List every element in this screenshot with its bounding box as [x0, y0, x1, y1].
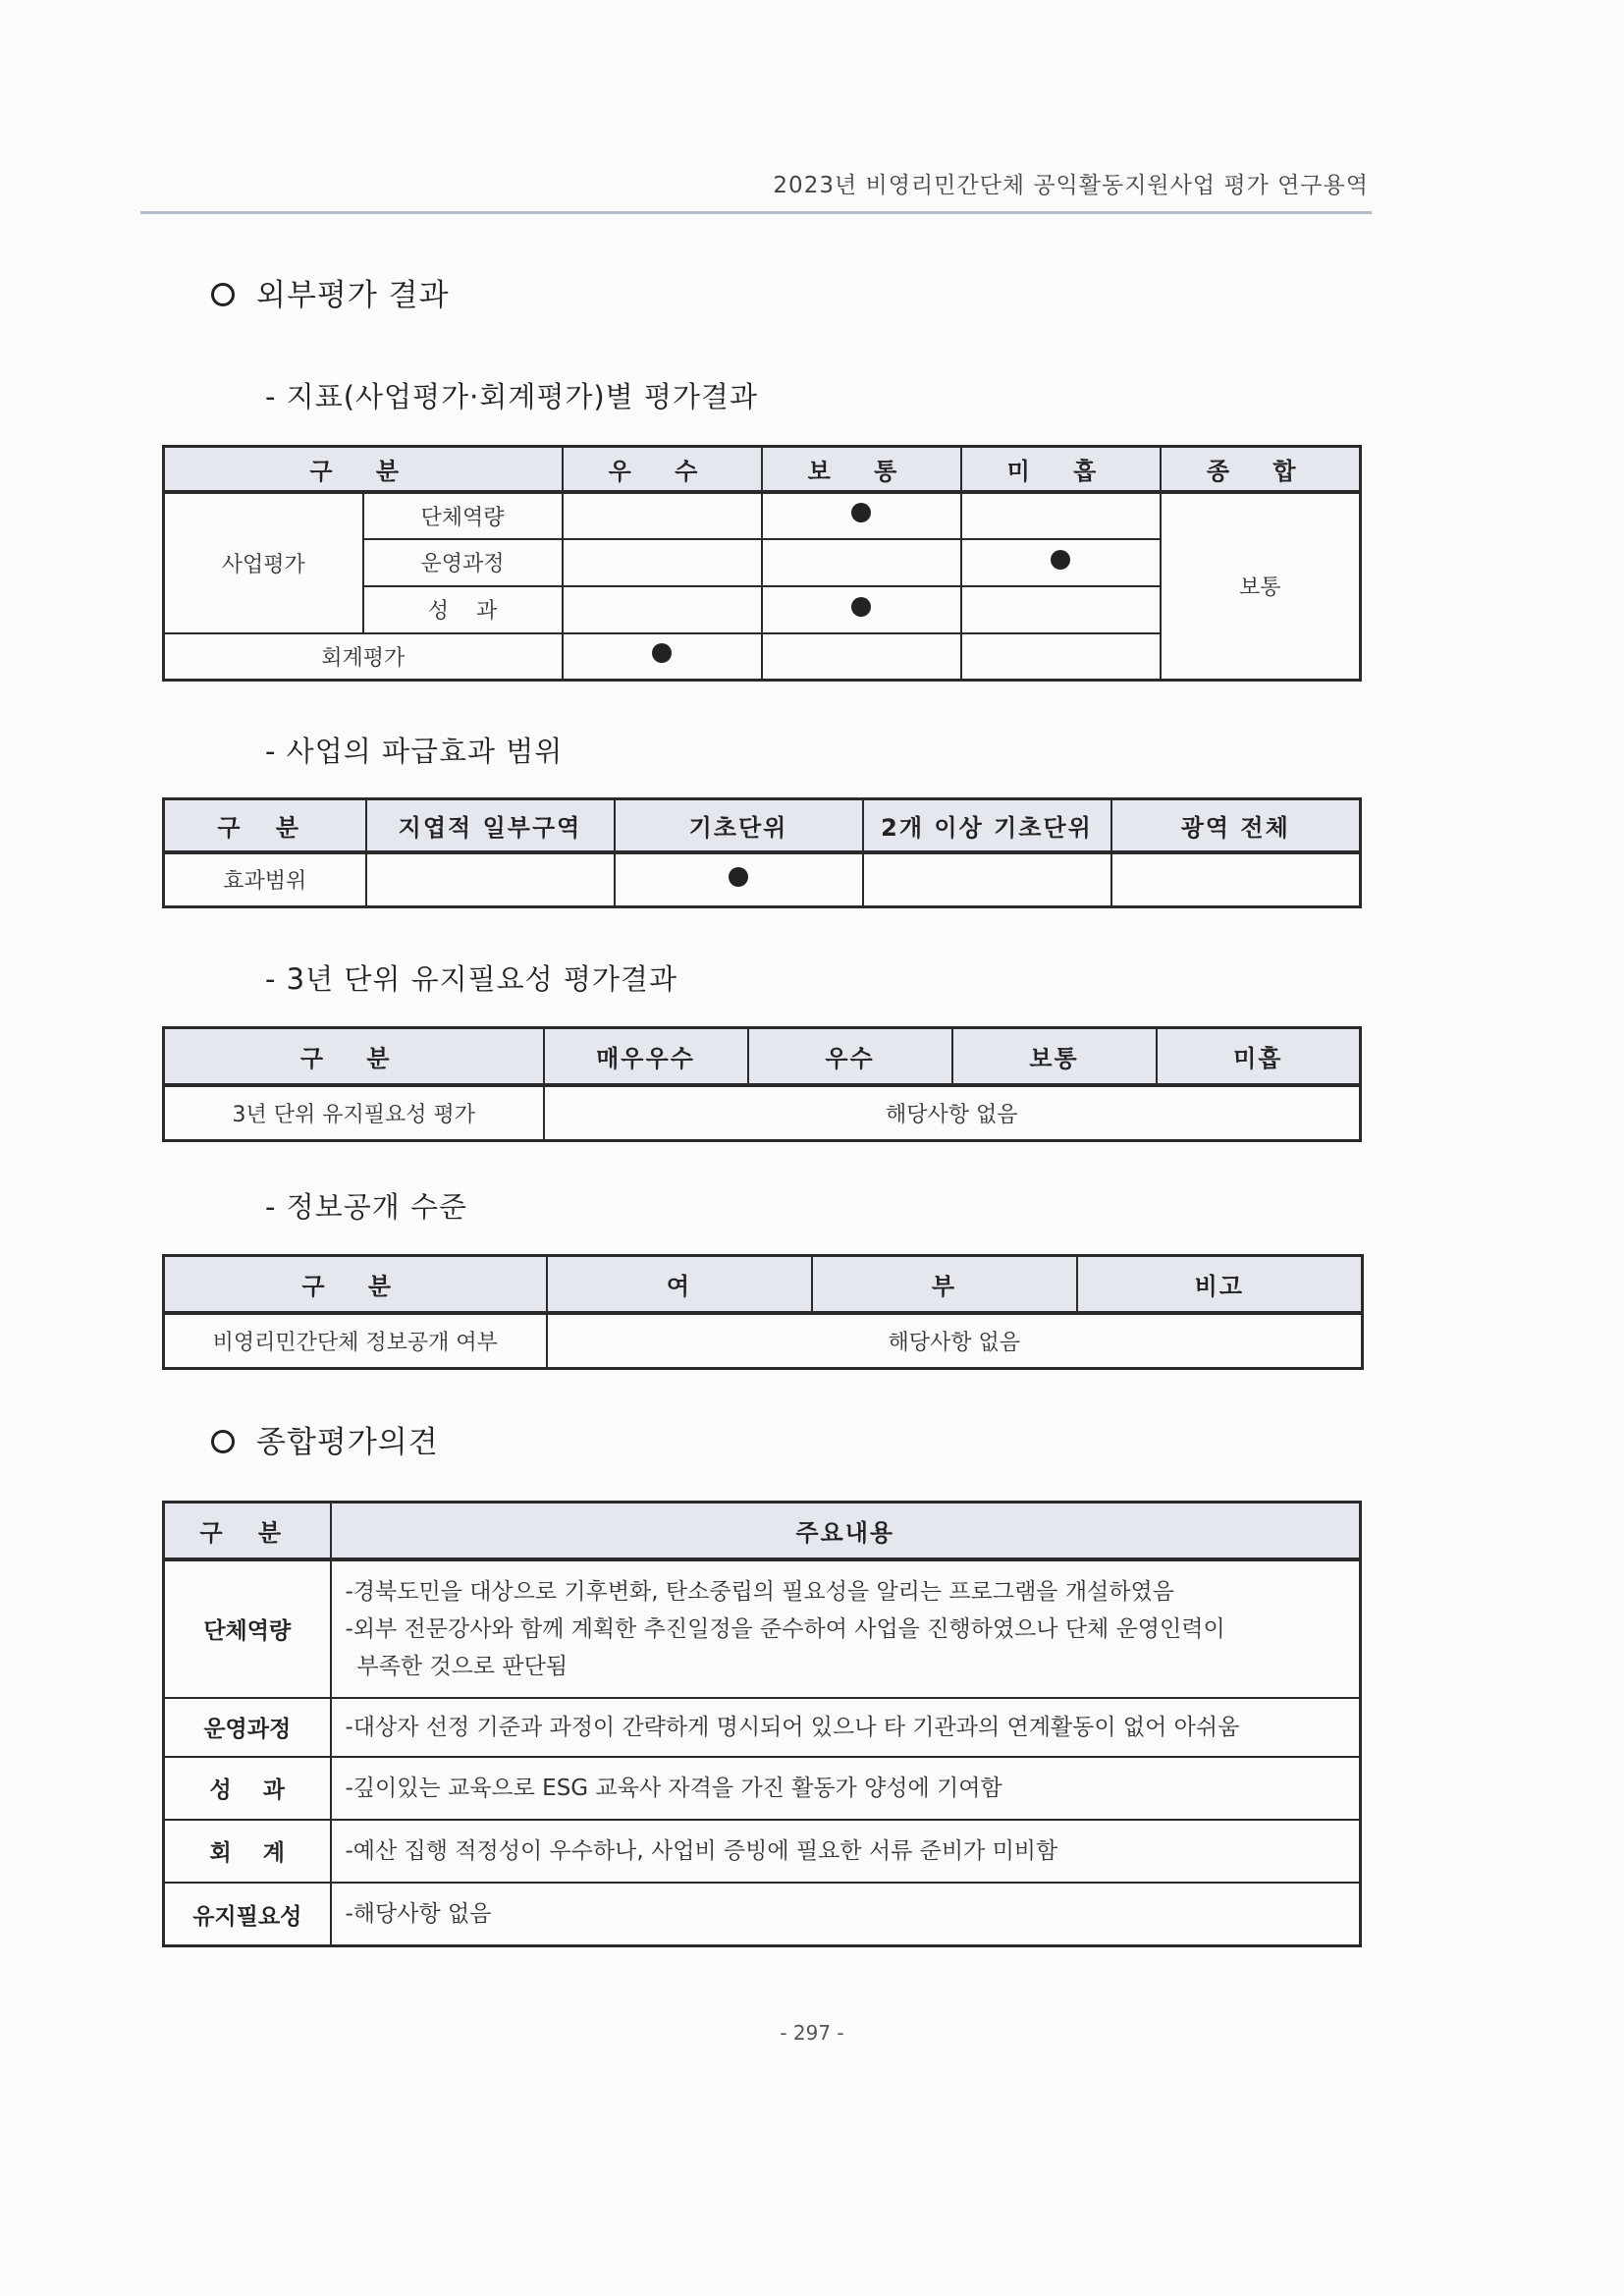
row-label: 성 과 [363, 586, 563, 633]
row-label: 운영과정 [164, 1698, 331, 1757]
row-content [331, 1698, 1361, 1757]
subheading-indicator: - 지표(사업평가·회계평가)별 평가결과 [265, 380, 758, 413]
table-row [164, 1820, 1361, 1883]
table-row [164, 492, 1361, 539]
table-row [164, 1313, 1363, 1369]
cell-excellent [563, 586, 762, 633]
header-remarks: 비고 [1077, 1256, 1363, 1314]
subheading-disclosure: - 정보공개 수준 [265, 1190, 467, 1224]
content-line: -경북도민을 대상으로 기후변화, 탄소중립의 필요성을 알리는 프로그램을 개설하였음 [345, 1578, 1174, 1605]
row-label: 운영과정 [363, 539, 563, 586]
header-excellent: 우 수 [563, 447, 762, 492]
selected-dot-icon [851, 503, 871, 522]
disclosure-table [162, 1254, 1364, 1370]
header-rule [140, 211, 1372, 214]
header-poor: 미 흡 [961, 447, 1161, 492]
circle-bullet-icon [211, 283, 235, 306]
content-line: -예산 집행 적정성이 우수하나, 사업비 증빙에 필요한 서류 준비가 미비함 [345, 1837, 1058, 1864]
cell-excellent [563, 492, 762, 539]
cell-normal [762, 586, 961, 633]
row-value: 해당사항 없음 [544, 1085, 1361, 1141]
row-content [331, 1820, 1361, 1883]
header-category: 구 분 [164, 799, 366, 852]
cell-poor [961, 633, 1161, 681]
row-content [331, 1757, 1361, 1819]
table-row [164, 1883, 1361, 1945]
header-category: 구 분 [164, 447, 563, 492]
selected-dot-icon [652, 643, 672, 663]
cell-normal [762, 539, 961, 586]
subheading-three-year: - 3년 단위 유지필요성 평가결과 [265, 962, 677, 996]
cell-poor [961, 492, 1161, 539]
selected-dot-icon [851, 597, 871, 617]
header-category: 구 분 [164, 1503, 331, 1559]
header-overall: 종 합 [1161, 447, 1361, 492]
content-line: -깊이있는 교육으로 ESG 교육사 자격을 가진 활동가 양성에 기여함 [345, 1775, 1002, 1801]
header-normal: 보 통 [762, 447, 961, 492]
content-line: -외부 전문강사와 함께 계획한 추진일정을 준수하여 사업을 진행하였으나 단체 운영인력이 [345, 1615, 1225, 1642]
row-label: 효과범위 [164, 852, 366, 907]
indicator-result-table [162, 445, 1362, 682]
row-label: 회계평가 [164, 633, 563, 681]
cell-multi-unit [863, 852, 1111, 907]
section-title: 외부평가 결과 [256, 278, 450, 313]
row-label: 유지필요성 [164, 1883, 331, 1945]
page-number: - 297 - [780, 2021, 844, 2045]
table-row [164, 852, 1361, 907]
cell-excellent [563, 633, 762, 681]
section-title: 종합평가의견 [256, 1425, 439, 1460]
cell-excellent [563, 539, 762, 586]
section-heading-external [211, 270, 450, 314]
header-basic-unit: 기초단위 [615, 799, 863, 852]
cell-poor [961, 539, 1161, 586]
header-local: 지엽적 일부구역 [366, 799, 615, 852]
header-very-excellent: 매우우수 [544, 1028, 748, 1086]
row-content [331, 1883, 1361, 1945]
selected-dot-icon [729, 867, 748, 887]
content-line: -대상자 선정 기준과 과정이 간략하게 명시되어 있으나 타 기관과의 연계활동이 없어 아쉬움 [345, 1714, 1240, 1740]
row-content [331, 1559, 1361, 1698]
header-category: 구 분 [164, 1256, 547, 1314]
header-poor: 미흡 [1157, 1028, 1361, 1086]
header-main-content: 주요내용 [331, 1503, 1361, 1559]
table-row [164, 1559, 1361, 1698]
header-no: 부 [812, 1256, 1077, 1314]
header-yes: 여 [547, 1256, 812, 1314]
header-multi-unit: 2개 이상 기초단위 [863, 799, 1111, 852]
row-value: 해당사항 없음 [547, 1313, 1363, 1369]
cell-local [366, 852, 615, 907]
table-row [164, 1085, 1361, 1141]
selected-dot-icon [1051, 550, 1070, 570]
ripple-scope-table [162, 797, 1362, 908]
running-header: 2023년 비영리민간단체 공익활동지원사업 평가 연구용역 [773, 173, 1369, 198]
header-category: 구 분 [164, 1028, 544, 1086]
overall-result: 보통 [1161, 492, 1361, 681]
row-label: 회 계 [164, 1820, 331, 1883]
three-year-table [162, 1026, 1362, 1142]
circle-bullet-icon [211, 1430, 235, 1453]
header-normal: 보통 [952, 1028, 1157, 1086]
overall-opinion-table [162, 1501, 1362, 1947]
content-line: -해당사항 없음 [345, 1901, 492, 1927]
row-label: 3년 단위 유지필요성 평가 [164, 1085, 544, 1141]
row-label: 단체역량 [363, 492, 563, 539]
row-label: 비영리민간단체 정보공개 여부 [164, 1313, 547, 1369]
header-wide: 광역 전체 [1111, 799, 1361, 852]
cell-normal [762, 492, 961, 539]
cell-poor [961, 586, 1161, 633]
table-row [164, 1757, 1361, 1819]
subheading-ripple: - 사업의 파급효과 범위 [265, 735, 564, 768]
header-excellent: 우수 [748, 1028, 952, 1086]
content-line: 부족한 것으로 판단됨 [356, 1653, 568, 1679]
cell-basic-unit [615, 852, 863, 907]
cell-wide [1111, 852, 1361, 907]
table-row [164, 1698, 1361, 1757]
section-heading-overall [211, 1417, 439, 1461]
cell-normal [762, 633, 961, 681]
group-label: 사업평가 [164, 492, 363, 633]
row-label: 성 과 [164, 1757, 331, 1819]
row-label: 단체역량 [164, 1559, 331, 1698]
